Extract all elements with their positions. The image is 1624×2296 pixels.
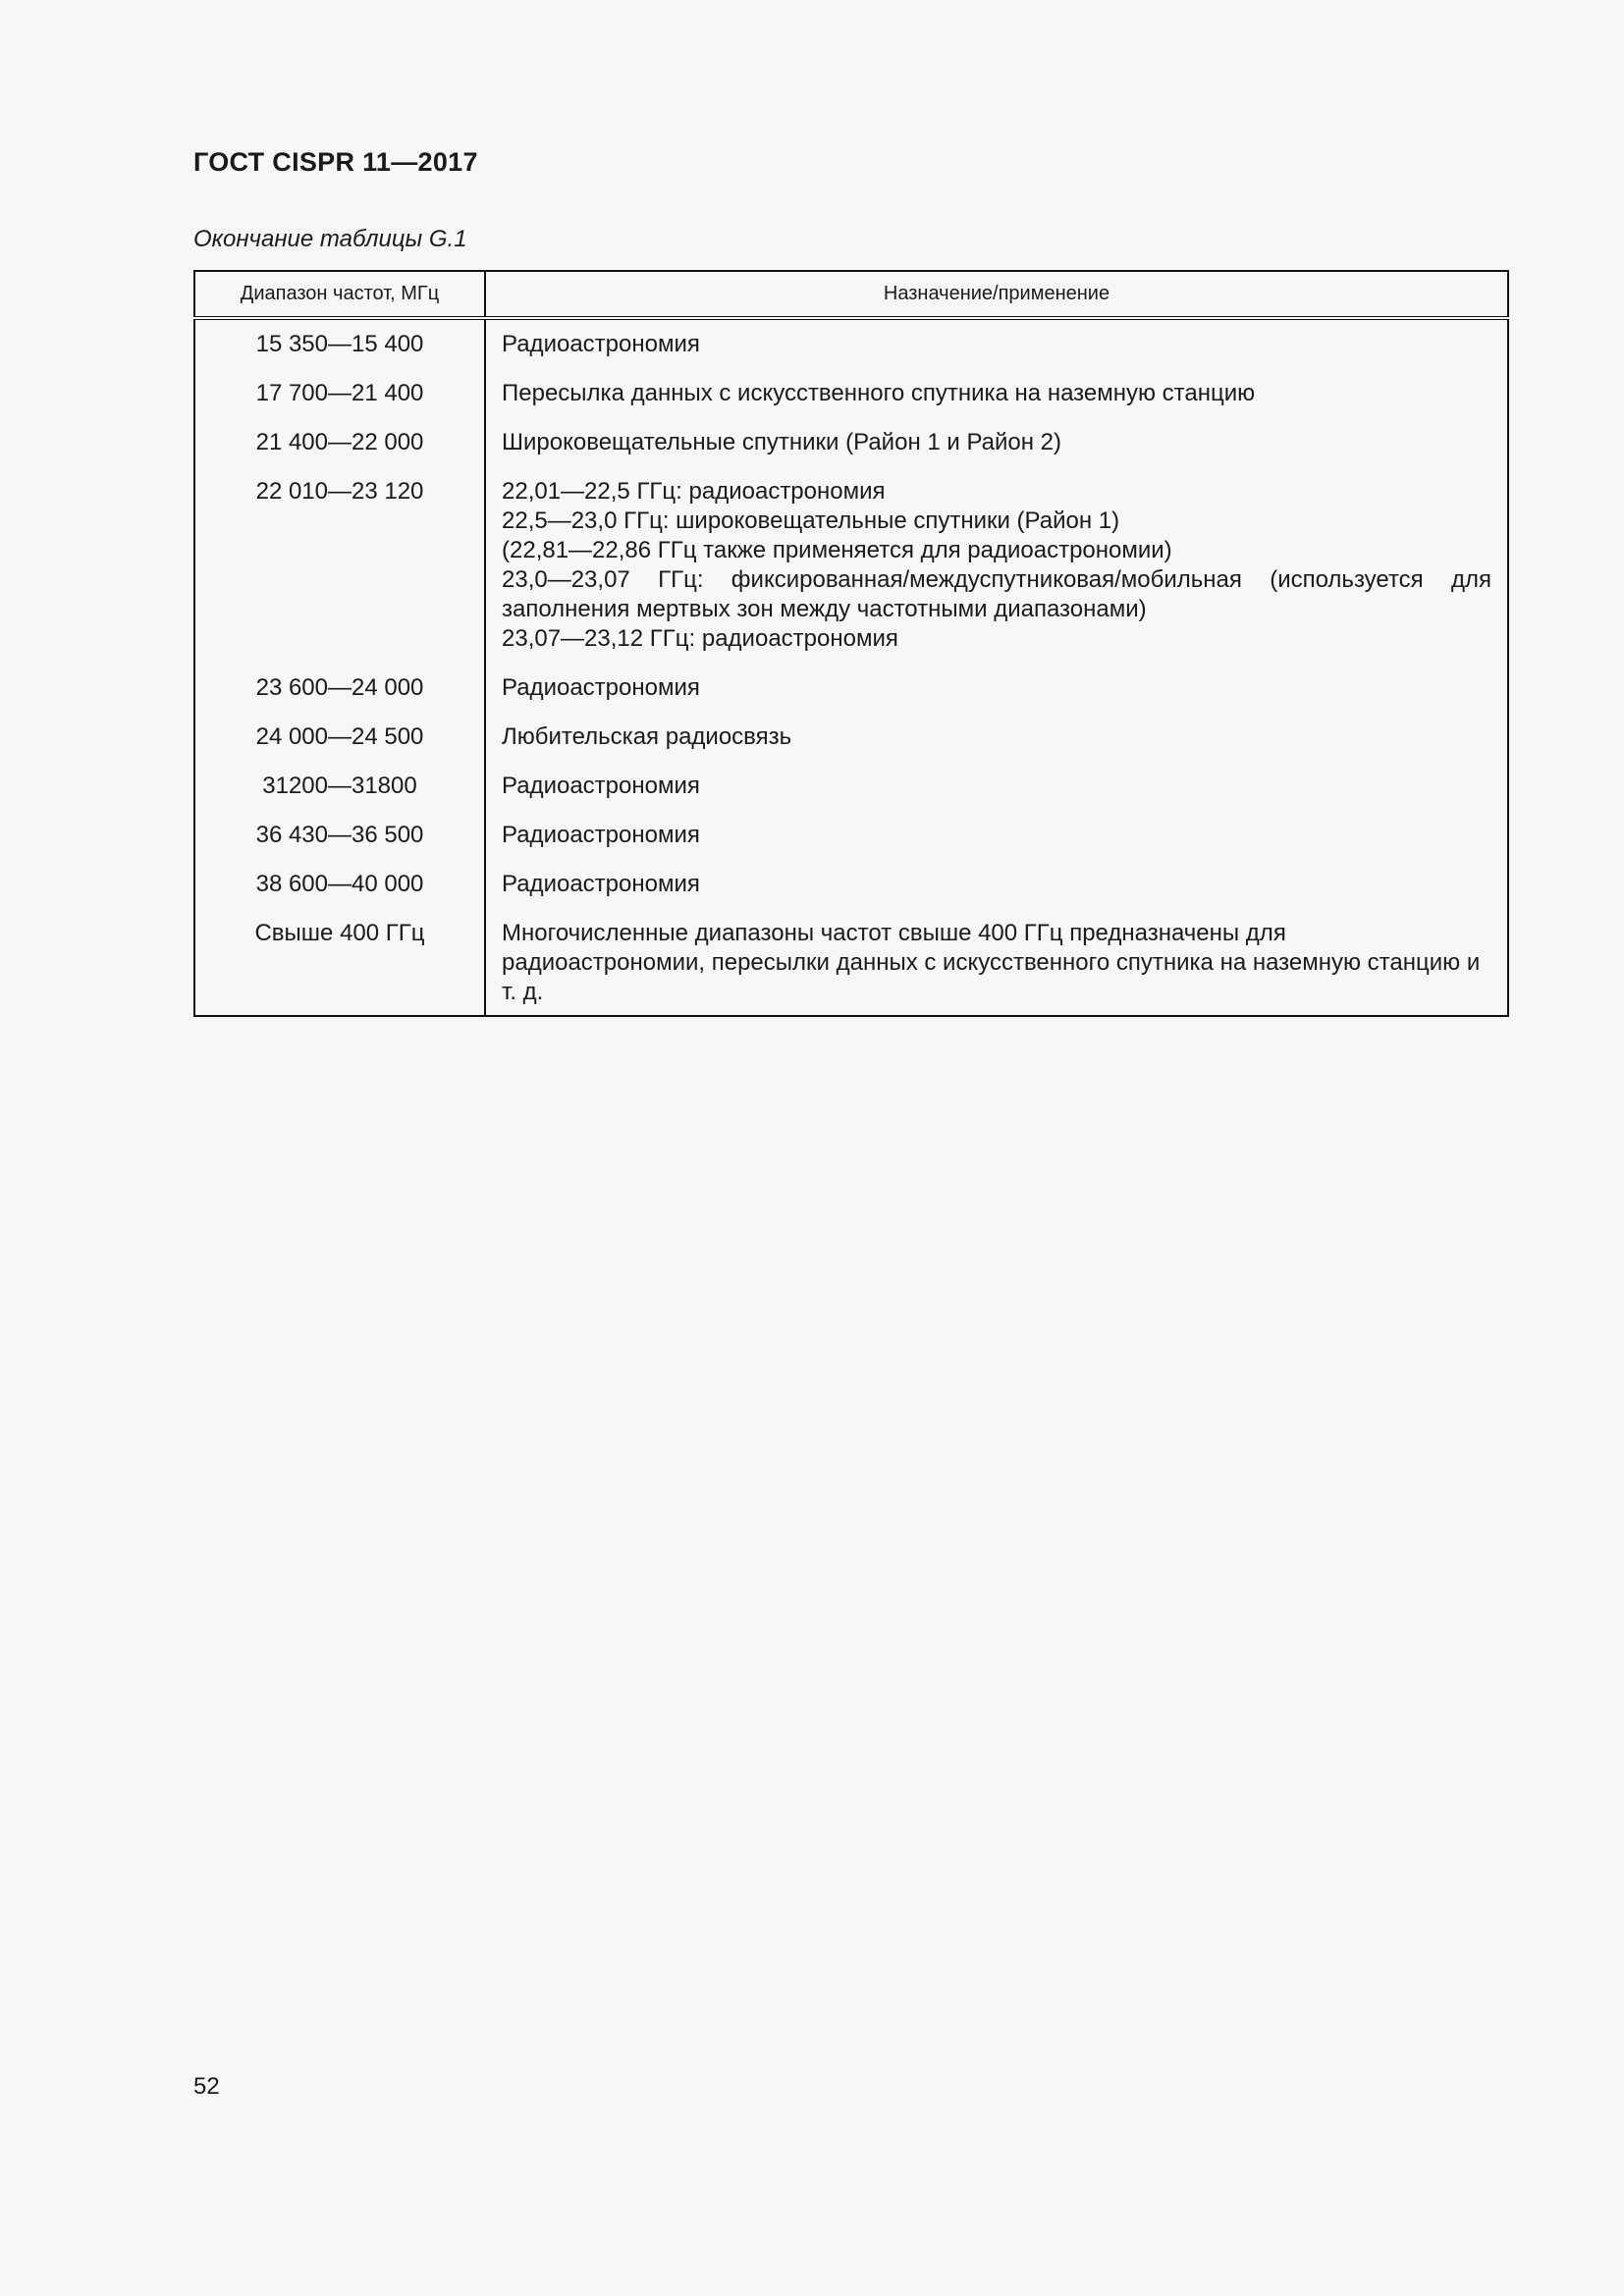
frequency-range-cell: 15 350—15 400 <box>255 331 424 357</box>
purpose-cell <box>485 471 1508 667</box>
purpose-line: 22,5—23,0 ГГц: широковещательные спутники (Район 1) <box>502 507 1120 534</box>
purpose-cell: Радиоастрономия <box>485 318 1508 373</box>
frequency-range-cell: 21 400—22 000 <box>255 429 424 455</box>
purpose-line: (22,81—22,86 ГГц также применяется для радиоастрономии) <box>502 537 1172 563</box>
frequency-range-cell: 17 700—21 400 <box>255 380 424 406</box>
table-row <box>194 667 1508 717</box>
purpose-line: 23,07—23,12 ГГц: радиоастрономия <box>502 625 898 652</box>
column-header-range: Диапазон частот, МГц <box>194 271 485 318</box>
purpose-cell: Радиоастрономия <box>485 864 1508 913</box>
purpose-cell: Радиоастрономия <box>485 766 1508 815</box>
frequency-range-cell: 24 000—24 500 <box>255 723 424 750</box>
purpose-cell: Радиоастрономия <box>485 815 1508 864</box>
table-row <box>194 471 1508 667</box>
page-number: 52 <box>193 2073 220 2100</box>
document-header: ГОСТ CISPR 11—2017 <box>193 147 478 177</box>
purpose-line: 22,01—22,5 ГГц: радиоастрономия <box>502 478 886 505</box>
purpose-cell: Любительская радиосвязь <box>485 717 1508 766</box>
table-row <box>194 373 1508 422</box>
table-row <box>194 913 1508 1016</box>
frequency-range-cell: 36 430—36 500 <box>255 822 424 848</box>
frequency-range-cell: Свыше 400 ГГц <box>254 920 425 946</box>
column-header-purpose: Назначение/применение <box>485 271 1508 318</box>
frequency-table <box>193 270 1509 1017</box>
table-row <box>194 815 1508 864</box>
table-row <box>194 864 1508 913</box>
frequency-range-cell: 38 600—40 000 <box>255 871 424 897</box>
purpose-cell: Радиоастрономия <box>485 667 1508 717</box>
purpose-cell: Пересылка данных с искусственного спутника на наземную станцию <box>485 373 1508 422</box>
frequency-range-cell: 23 600—24 000 <box>255 674 424 701</box>
purpose-cell: Широковещательные спутники (Район 1 и Район 2) <box>485 422 1508 471</box>
purpose-cell: Многочисленные диапазоны частот свыше 400 ГГц предназначены для радиоастрономии, пересылки данных с искусственного спутника на наземную станцию и т. д. <box>485 913 1508 1016</box>
frequency-range-cell: 31200—31800 <box>262 773 417 799</box>
table-row <box>194 717 1508 766</box>
table-row <box>194 422 1508 471</box>
table-caption: Окончание таблицы G.1 <box>193 226 467 252</box>
table-header-row <box>194 271 1508 318</box>
frequency-range-cell: 22 010—23 120 <box>255 478 424 505</box>
table-row <box>194 318 1508 373</box>
purpose-line: 23,0—23,07 ГГц: фиксированная/междуспутниковая/мобильная (используется для заполнения мертвых зон между частотными диапазонами) <box>502 566 1491 622</box>
table-row <box>194 766 1508 815</box>
